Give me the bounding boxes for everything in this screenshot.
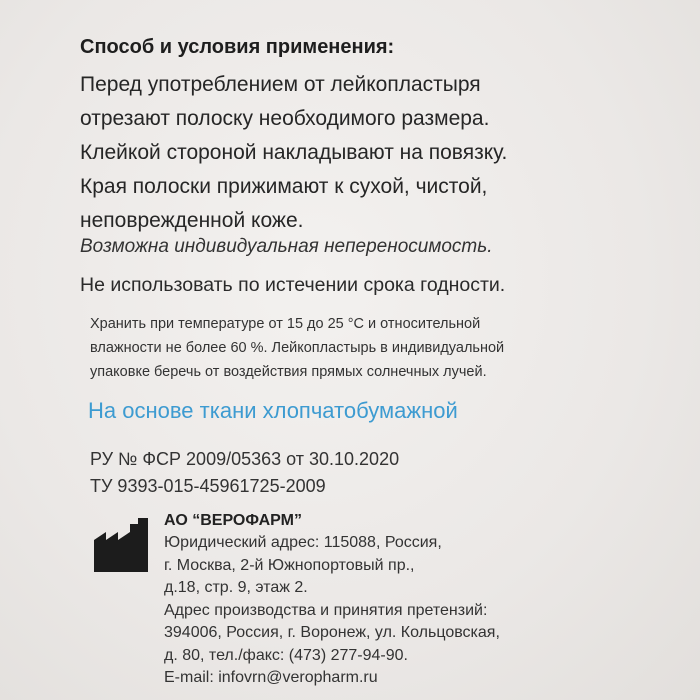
intolerance-warning: Возможна индивидуальная непереносимость. <box>80 236 493 257</box>
registration-line: ТУ 9393-015-45961725-2009 <box>90 476 326 496</box>
address-line: д. 80, тел./факс: (473) 277-94-90. <box>164 646 408 664</box>
storage-line: влажности не более 60 %. Лейкопластырь в индивидуальной <box>90 340 505 356</box>
registration-info <box>90 446 399 500</box>
address-line: Юридический адрес: 115088, Россия, <box>164 534 442 551</box>
instruction-line: Клейкой стороной накладывают на повязку. <box>80 141 508 164</box>
instruction-line: отрезают полоску необходимого размера. <box>80 107 490 130</box>
address-line: д.18, стр. 9, этаж 2. <box>164 579 308 596</box>
registration-line: РУ № ФСР 2009/05363 от 30.10.2020 <box>90 449 400 469</box>
storage-line: упаковке беречь от воздействия прямых солнечных лучей. <box>90 364 487 380</box>
fabric-note: На основе ткани хлопчатобумажной <box>88 398 458 423</box>
email-line: E-mail: infovrn@veropharm.ru <box>164 669 378 686</box>
address-line: Адрес производства и принятия претензий: <box>164 601 488 619</box>
manufacturer-address <box>164 532 500 690</box>
instruction-line: неповрежденной коже. <box>80 209 304 232</box>
factory-icon <box>92 518 152 573</box>
usage-heading: Способ и условия применения: <box>80 36 395 58</box>
manufacturer-name: АО “ВЕРОФАРМ” <box>164 512 302 529</box>
address-line: 394006, Россия, г. Воронеж, ул. Кольцовская, <box>164 624 500 641</box>
storage-line: Хранить при температуре от 15 до 25 °C и относительной <box>90 316 481 332</box>
instruction-line: Края полоски прижимают к сухой, чистой, <box>80 175 488 198</box>
instruction-line: Перед употреблением от лейкопластыря <box>80 73 481 96</box>
address-line: г. Москва, 2-й Южнопортовый пр., <box>164 556 415 574</box>
storage-conditions <box>90 312 680 384</box>
usage-instructions <box>80 68 680 238</box>
expiry-warning: Не использовать по истечении срока годности. <box>80 274 506 296</box>
